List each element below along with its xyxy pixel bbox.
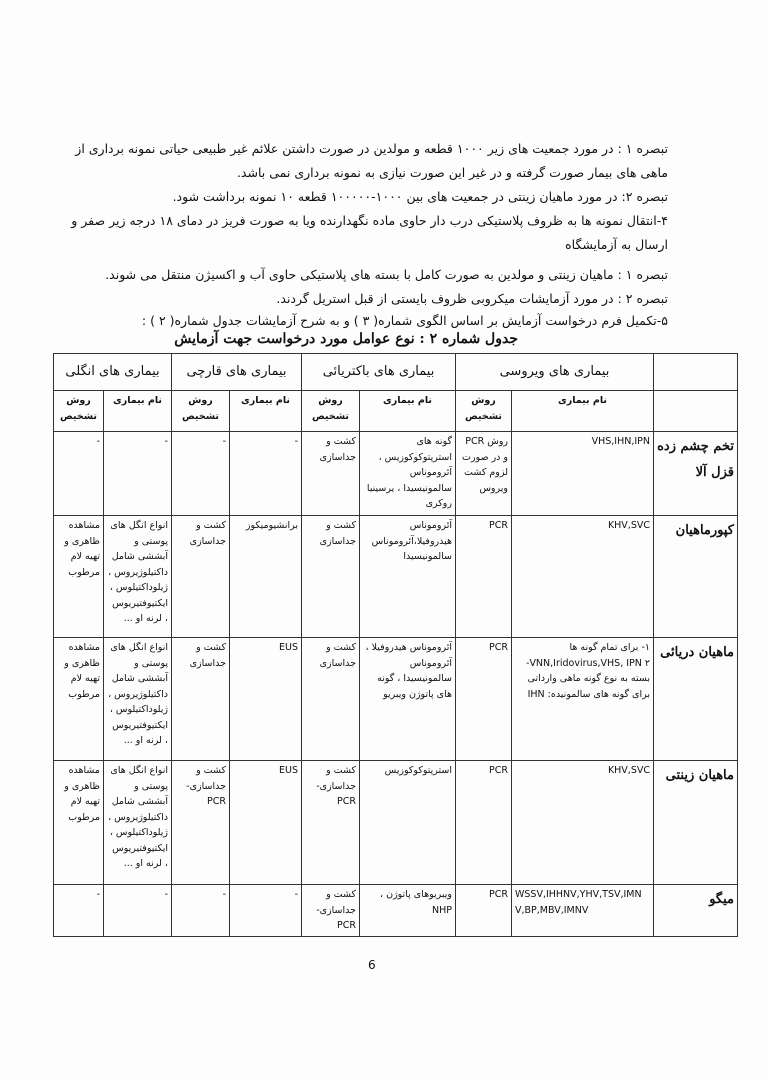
viral-name-cell: ۱- برای تمام گونه ها VNN,Iridovirus,VHS, IPN ۲- بسته به نوع گونه ماهی وارداتی برای گونه های سالمونیده: IHN xyxy=(512,638,654,761)
parasitic-diseases-header: بیماری های انگلی xyxy=(54,354,172,391)
parasitic-method-cell: - xyxy=(54,432,104,516)
fungal-name-cell: EUS xyxy=(230,761,302,885)
parasitic-method-cell: مشاهده ظاهری و تهیه لام مرطوب xyxy=(54,638,104,761)
viral-method-cell: PCR xyxy=(456,516,512,638)
bacterial-method-cell: کشت و جداسازی xyxy=(302,432,360,516)
bacterial-name-cell: ویبریوهای پاتوژن ، NHP xyxy=(360,885,456,937)
row-label: میگو xyxy=(654,885,738,937)
bacterial-method-cell: کشت و جداسازی- PCR xyxy=(302,761,360,885)
parasitic-name-cell: انواع انگل های پوستی و آبششی شامل داکتیلوژیروس ، ژیلوداکتیلوس ، ایکتیوفتیریوس ، لرنه او ... xyxy=(104,516,172,638)
fungal-name-cell: - xyxy=(230,885,302,937)
row-label: ماهیان دریائی xyxy=(654,638,738,761)
table-row xyxy=(54,638,738,761)
viral-method-header: روش تشخیص xyxy=(456,391,512,432)
viral-name-cell: KHV,SVC xyxy=(512,516,654,638)
empty-corner-cell xyxy=(654,354,738,391)
parasitic-method-cell: - xyxy=(54,885,104,937)
table-row xyxy=(54,761,738,885)
page-number: 6 xyxy=(368,958,376,972)
note-1-paragraph: تبصره ۱ : در مورد جمعیت های زیر ۱۰۰۰ قطعه و مولدین در صورت داشتن علائم غیر طبیعی حیاتی نمونه برداری از ماهی های بیمار صورت گرفته و در غیر این صورت نیازی به نمونه برداری نمی باشد. xyxy=(75,141,668,180)
viral-method-cell: PCR xyxy=(456,638,512,761)
fungal-name-cell: - xyxy=(230,432,302,516)
viral-method-cell: PCR xyxy=(456,885,512,937)
sub-header-row xyxy=(54,391,738,432)
fungal-method-cell: کشت و جداسازی xyxy=(172,516,230,638)
bacterial-name-cell: گونه های استرپتوکوکوزیس ، آئروموناس سالمونیسیدا ، یرسینیا روکری xyxy=(360,432,456,516)
bacterial-method-cell: کشت و جداسازی xyxy=(302,638,360,761)
empty-sub-corner xyxy=(654,391,738,432)
test-requirements-table xyxy=(53,353,738,937)
note-2b-paragraph: تبصره ۲ : در مورد آزمایشات میکروبی ظروف بایستی از قبل استریل گردند. xyxy=(276,291,668,306)
row-label: ماهیان زینتی xyxy=(654,761,738,885)
parasitic-name-cell: - xyxy=(104,432,172,516)
bacterial-name-cell: آئروموناس هیدروفیلا،آئروموناس سالمونیسیدا xyxy=(360,516,456,638)
bacterial-method-header: روش تشخیص xyxy=(302,391,360,432)
parasitic-method-cell: مشاهده ظاهری و تهیه لام مرطوب xyxy=(54,516,104,638)
row-label: کپورماهیان xyxy=(654,516,738,638)
fungal-name-cell: EUS xyxy=(230,638,302,761)
table-row xyxy=(54,516,738,638)
parasitic-method-header: روش تشخیص xyxy=(54,391,104,432)
viral-diseases-header: بیماری های ویروسی xyxy=(456,354,654,391)
table-row xyxy=(54,432,738,516)
parasitic-name-cell: انواع انگل های پوستی و آبششی شامل داکتیلوژیروس ، ژیلوداکتیلوس ، ایکتیوفتیریوس ، لرنه او ... xyxy=(104,761,172,885)
fungal-name-cell: برانشیومیکوز xyxy=(230,516,302,638)
note-2-paragraph: تبصره ۲: در مورد ماهیان زینتی در جمعیت های بین ۱۰۰۰-۱۰۰۰۰۰ قطعه ۱۰ نمونه برداشت شود. xyxy=(172,189,668,204)
viral-name-cell: WSSV,IHHNV,YHV,TSV,IMNV,BP,MBV,IMNV xyxy=(512,885,654,937)
fungal-method-header: روش تشخیص xyxy=(172,391,230,432)
fungal-method-cell: کشت و جداسازی xyxy=(172,638,230,761)
bacterial-diseases-header: بیماری های باکتریائی xyxy=(302,354,456,391)
viral-method-cell: PCR xyxy=(456,761,512,885)
bacterial-method-cell: کشت و جداسازی- PCR xyxy=(302,885,360,937)
bacterial-name-cell: استرپتوکوکوزیس xyxy=(360,761,456,885)
row-label: تخم چشم زده قزل آلا xyxy=(654,432,738,516)
fungal-diseases-header: بیماری های قارچی xyxy=(172,354,302,391)
bacterial-name-header: نام بیماری xyxy=(360,391,456,432)
note-1b-paragraph: تبصره ۱ : ماهیان زینتی و مولدین به صورت کامل با بسته های پلاستیکی حاوی آب و اکسیژن منتقل می شوند. xyxy=(105,267,668,282)
parasitic-name-cell: - xyxy=(104,885,172,937)
fungal-method-cell: - xyxy=(172,885,230,937)
bacterial-method-cell: کشت و جداسازی xyxy=(302,516,360,638)
fungal-method-cell: - xyxy=(172,432,230,516)
parasitic-method-cell: مشاهده ظاهری و تهیه لام مرطوب xyxy=(54,761,104,885)
parasitic-name-cell: انواع انگل های پوستی و آبششی شامل داکتیلوژیروس ، ژیلوداکتیلوس ، ایکتیوفتیریوس ، لرنه او ... xyxy=(104,638,172,761)
item-5-paragraph: ۵-تکمیل فرم درخواست آزمایش بر اساس الگوی شماره( ۳ ) و به شرح آزمایشات جدول شماره( ۲ ) : xyxy=(141,313,668,328)
fungal-name-header: نام بیماری xyxy=(230,391,302,432)
viral-name-header: نام بیماری xyxy=(512,391,654,432)
viral-method-cell: روش PCR و در صورت لزوم کشت ویروس xyxy=(456,432,512,516)
fungal-method-cell: کشت و جداسازی- PCR xyxy=(172,761,230,885)
bacterial-name-cell: آئروموناس هیدروفیلا ، آئروموناس سالمونیسیدا ، گونه های پاتوژن ویبریو xyxy=(360,638,456,761)
group-header-row xyxy=(54,354,738,391)
parasitic-name-header: نام بیماری xyxy=(104,391,172,432)
viral-name-cell: VHS,IHN,IPN xyxy=(512,432,654,516)
item-4-paragraph: ۴-انتقال نمونه ها به ظروف پلاستیکی درب دار حاوی ماده نگهدارنده ویا به صورت فریز در دمای ۱۸ درجه زیر صفر و ارسال به آزمایشگاه xyxy=(71,213,668,252)
table-caption: جدول شماره ۲ : نوع عوامل مورد درخواست جهت آزمایش xyxy=(174,331,518,347)
table-row xyxy=(54,885,738,937)
viral-name-cell: KHV,SVC xyxy=(512,761,654,885)
